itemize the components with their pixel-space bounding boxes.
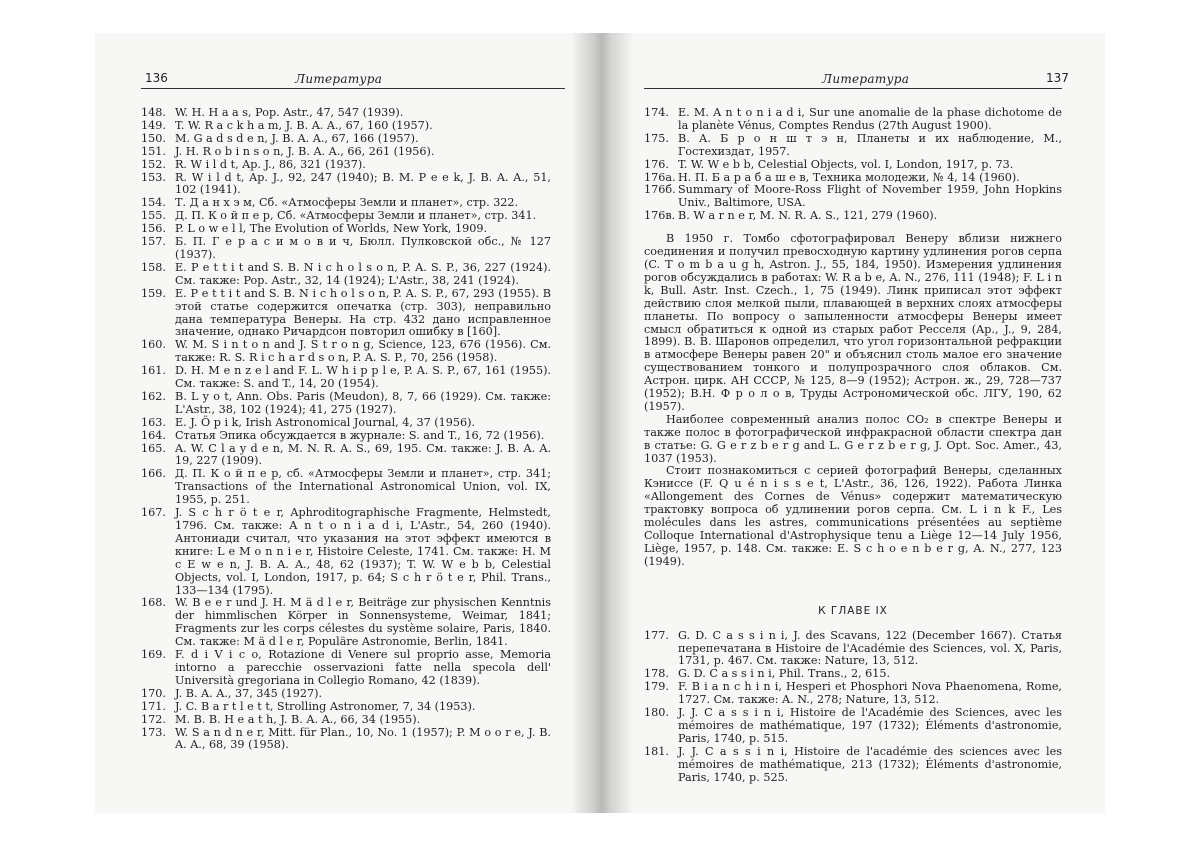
reference-number: 165. xyxy=(141,441,166,455)
reference-number: 170. xyxy=(141,686,166,700)
reference-text: J. J. C a s s i n i, Histoire de l'Académie des Sciences, avec les mémoires de mathématique, 197 (1732); Éléments d'astronomie, Paris, 1740, p. 515. xyxy=(678,706,1062,745)
reference-number: 149. xyxy=(141,118,166,132)
reference-text: M. G a d s d e n, J. B. A. A., 67, 166 (1957). xyxy=(175,131,419,145)
reference-entry xyxy=(644,133,1062,159)
reference-number: 177. xyxy=(644,628,669,642)
reference-number: 167. xyxy=(141,506,166,520)
reference-number: 175. xyxy=(644,131,669,145)
reference-entry xyxy=(644,681,1062,707)
reference-entry xyxy=(141,365,551,391)
reference-number: 171. xyxy=(141,699,166,713)
reference-text: E. P e t t i t and S. B. N i c h o l s o n, P. A. S. P., 67, 293 (1955). В этой статье содержится опечатка (стр. 303), неправильно дана температура Венеры. На стр. 432 дано исправленное значение, однако Ричардсон повторил ошибку в [160]. xyxy=(175,286,551,339)
reference-text: J. J. C a s s i n i, Histoire de l'académie des sciences avec les mémoires de mathématique, 213 (1732); Éléments d'astronomie, Paris, 1740, p. 525. xyxy=(678,744,1062,784)
right-page-content xyxy=(644,107,1062,785)
reference-number: 176в. xyxy=(644,209,676,223)
reference-number: 156. xyxy=(141,222,166,236)
reference-text: T. W. R a c k h a m, J. B. A. A., 67, 160 (1957). xyxy=(175,118,433,132)
reference-entry xyxy=(141,159,551,172)
reference-number: 179. xyxy=(644,680,669,694)
reference-text: D. H. M e n z e l and F. L. W h i p p l e, P. A. S. P., 67, 161 (1955). См. также: S. and T., 14, 20 (1954). xyxy=(175,364,551,391)
right-page-header xyxy=(632,71,1105,91)
reference-entry xyxy=(141,120,551,133)
reference-text: Summary of Moore-Ross Flight of November 1959, John Hopkins Univ., Baltimore, USA. xyxy=(678,183,1062,210)
reference-entry xyxy=(141,262,551,288)
book-gutter xyxy=(572,33,632,813)
reference-entry xyxy=(644,210,1062,223)
reference-text: R. W i l d t, Ap. J., 86, 321 (1937). xyxy=(175,157,366,171)
reference-entry xyxy=(141,688,551,701)
left-header-rule xyxy=(141,88,565,89)
right-page xyxy=(632,33,1105,813)
reference-text: J. B. A. A., 37, 345 (1927). xyxy=(175,686,323,700)
reference-text: W. S a n d n e r, Mitt. für Plan., 10, No. 1 (1957); P. M o o r e, J. B. A. A., 68, 39 (1958). xyxy=(175,725,551,752)
left-page-number: 136 xyxy=(145,71,168,85)
reference-entry xyxy=(141,339,551,365)
right-header-rule xyxy=(644,88,1062,89)
left-page xyxy=(95,33,572,813)
reference-entry xyxy=(141,714,551,727)
reference-number: 173. xyxy=(141,725,166,739)
reference-text: J. S c h r ö t e r, Aphroditographische Fragmente, Helmstedt, 1796. См. также: A n t o n i a d i, L'Astr., 54, 260 (1940). Антониади считал, что указания на этот эффект имеются в книге: L e M o n n i e r, Histoire Celeste, 1741. См. также: H. M c E w e n, J. B. A. A., 48, 62 (1937); T. W. W e b b, Celestial Objects, vol. I, London, 1917, p. 64; S c h r ö t e r, Phil. Trans., 133—134 (1795). xyxy=(175,506,551,597)
reference-text: M. B. B. H e a t h, J. B. A. A., 66, 34 (1955). xyxy=(175,712,421,726)
reference-text: J. H. R o b i n s o n, J. B. A. A., 66, 261 (1956). xyxy=(175,144,435,158)
reference-entry xyxy=(644,630,1062,669)
reference-text: G. D. C a s s i n i, J. des Scavans, 122 (December 1667). Статья перепечатана в Histoire de l'Académie des Sciences, vol. X, Paris, 1731, p. 467. См. также: Nature, 13, 512. xyxy=(678,628,1062,668)
reference-number: 158. xyxy=(141,260,166,274)
reference-text: B. L y o t, Ann. Obs. Paris (Meudon), 8, 7, 66 (1929). См. также: L'Astr., 38, 102 (1924); 41, 275 (1927). xyxy=(175,389,551,416)
reference-number: 176. xyxy=(644,157,669,171)
commentary-paragraph: Стоит познакомиться с серией фотографий Венеры, сделанных Кэниссе (F. Q u é n i s s e t, L'Astr., 36, 126, 1922). Работа Линка «Allongement des Cornes de Vénus» содержит математическую трактовку вопроса об удлинении рогов серпа. См. L i n k F., Les molécules dans les astres, communications présentées au septième Colloque International d'Astrophysique tenu a Liège 12—14 July 1956, Liège, 1957, p. 148. См. также: E. S c h o e n b e r g, A. N., 277, 123 (1949). xyxy=(644,464,1062,568)
reference-number: 176а. xyxy=(644,170,676,184)
reference-number: 153. xyxy=(141,170,166,184)
reference-text: В. А. Б р о н ш т э н, Планеты и их наблюдение, М., Гостехиздат, 1957. xyxy=(678,131,1062,158)
reference-entry xyxy=(141,391,551,417)
reference-number: 166. xyxy=(141,467,166,481)
reference-text: Б. П. Г е р а с и м о в и ч, Бюлл. Пулковской обс., № 127 (1937). xyxy=(175,235,551,261)
commentary-paragraph: Наиболее современный анализ полос CO₂ в спектре Венеры и также полос в фотографической инфракрасной области спектра дан в статье: G. G e r z b e r g and L. G e r z b e r g, J. Opt. Soc. Amer., 43, 1037 (1953). xyxy=(644,412,1062,465)
reference-number: 152. xyxy=(141,157,166,171)
reference-entry xyxy=(644,184,1062,210)
reference-entry xyxy=(644,707,1062,746)
reference-text: J. C. B a r t l e t t, Strolling Astronomer, 7, 34 (1953). xyxy=(175,699,476,713)
left-page-header xyxy=(95,71,572,91)
reference-entry xyxy=(141,417,551,430)
reference-number: 169. xyxy=(141,648,166,662)
left-reference-list xyxy=(141,107,551,752)
reference-number: 161. xyxy=(141,364,166,378)
reference-entry xyxy=(141,133,551,146)
reference-entry xyxy=(141,236,551,262)
reference-number: 162. xyxy=(141,389,166,403)
reference-entry xyxy=(141,172,551,198)
reference-text: W. M. S i n t o n and J. S t r o n g, Science, 123, 676 (1956). См. также: R. S. R i c h a r d s o n, P. A. S. P., 70, 256 (1958). xyxy=(175,338,551,365)
reference-text: A. W. C l a y d e n, M. N. R. A. S., 69, 195. См. также: J. B. A. A. 19, 227 (1909). xyxy=(175,441,551,468)
reference-text: F. B i a n c h i n i, Hesperi et Phosphori Nova Phaenomena, Rome, 1727. См. также: A. N., 278; Nature, 13, 512. xyxy=(678,680,1062,707)
reference-number: 181. xyxy=(644,744,669,758)
reference-entry xyxy=(141,288,551,340)
commentary-paragraph: В 1950 г. Томбо сфотографировал Венеру вблизи нижнего соединения и получил превосходную картину удлинения рогов серпа (C. T o m b a u g h, Astron. J., 55, 184, 1950). Измерения удлинения рогов обсуждались в работах: W. R a b e, A. N., 276, 111 (1948); F. L i n k, Bull. Astr. Inst. Czech., 1, 75 (1949). Линк приписал этот эффект действию слоя мелкой пыли, плавающей в верхних слоях атмосферы планеты. По вопросу о запыленности атмосферы Венеры имеет смысл обратиться к одной из старых работ Ресселя (Ap., J., 9, 284, 1899). В. В. Шаронов определил, что угол горизонтальной рефракции в атмосфере Венеры равен 20" и объяснил столь малое его значение существованием тонкого и полупрозрачного слоя облаков. См. Астрон. цирк. АН СССР, № 125, 8—9 (1952); Астрон. ж., 29, 728—737 (1952); В.Н. Ф р о л о в, Труды Астрономической обс. ЛГУ, 190, 62 (1957). xyxy=(644,232,1062,413)
reference-number: 151. xyxy=(141,144,166,158)
reference-text: T. W. W e b b, Celestial Objects, vol. I, London, 1917, p. 73. xyxy=(678,157,1014,171)
reference-number: 168. xyxy=(141,596,166,610)
right-running-title: Литература xyxy=(822,72,910,86)
reference-number: 154. xyxy=(141,196,166,210)
reference-entry xyxy=(141,649,551,688)
reference-number: 172. xyxy=(141,712,166,726)
reference-text: Т. Д а н х э м, Сб. «Атмосферы Земли и планет», стр. 322. xyxy=(175,196,519,210)
reference-entry xyxy=(644,746,1062,785)
reference-entry xyxy=(141,146,551,159)
reference-entry xyxy=(141,468,551,507)
reference-text: R. W i l d t, Ap. J., 92, 247 (1940); B. M. P e e k, J. B. A. A., 51, 102 (1941). xyxy=(175,170,551,197)
reference-text: W. H. H a a s, Pop. Astr., 47, 547 (1939). xyxy=(175,106,404,119)
reference-entry xyxy=(141,597,551,649)
left-running-title: Литература xyxy=(295,72,383,86)
reference-number: 178. xyxy=(644,667,669,681)
reference-entry xyxy=(141,701,551,714)
reference-number: 150. xyxy=(141,131,166,145)
reference-entry xyxy=(141,507,551,597)
reference-number: 164. xyxy=(141,428,166,442)
right-page-number: 137 xyxy=(1046,71,1069,85)
reference-number: 174. xyxy=(644,106,669,119)
reference-text: P. L o w e l l, The Evolution of Worlds, New York, 1909. xyxy=(175,222,488,236)
reference-number: 180. xyxy=(644,706,669,720)
reference-number: 157. xyxy=(141,235,166,249)
reference-number: 148. xyxy=(141,106,166,119)
reference-entry xyxy=(141,443,551,469)
reference-number: 163. xyxy=(141,415,166,429)
reference-text: Статья Эпика обсуждается в журнале: S. and T., 16, 72 (1956). xyxy=(175,428,545,442)
reference-text: E. J. Ö p i k, Irish Astronomical Journal, 4, 37 (1956). xyxy=(175,415,476,429)
reference-text: E. P e t t i t and S. B. N i c h o l s o n, P. A. S. P., 36, 227 (1924). См. также: Pop. Astr., 32, 14 (1924); L'Astr., 38, 241 (1924). xyxy=(175,260,551,287)
section-heading: К ГЛАВЕ IX xyxy=(818,604,888,617)
reference-text: E. M. A n t o n i a d i, Sur une anomalie de la phase dichotome de la planète Vénus, Comptes Rendus (27th August 1900). xyxy=(678,106,1062,132)
reference-text: G. D. C a s s i n i, Phil. Trans., 2, 615. xyxy=(678,667,891,681)
reference-number: 159. xyxy=(141,286,166,300)
reference-number: 176б. xyxy=(644,183,676,197)
reference-number: 160. xyxy=(141,338,166,352)
reference-entry xyxy=(141,430,551,443)
reference-text: F. d i V i c o, Rotazione di Venere sul proprio asse, Memoria intorno a parecchie osservazioni fatte nella specola dell' Università gregoriana in Collegio Romano, 42 (1839). xyxy=(175,648,551,687)
reference-text: Д. П. К о й п е р, Сб. «Атмосферы Земли и планет», стр. 341. xyxy=(175,209,537,223)
reference-entry xyxy=(644,107,1062,133)
reference-text: W. B e e r und J. H. M ä d l e r, Beiträge zur physischen Kenntnis der himmlischen Körper in Sonnensysteme, Weimar, 1841; Fragments zur les corps célestes du système solaire, Paris, 1840. См. также: M ä d l e r, Populäre Astronomie, Berlin, 1841. xyxy=(175,596,551,649)
reference-text: Д. П. К о й п е р, сб. «Атмосферы Земли и планет», стр. 341; Transactions of the International Astronomical Union, vol. IX, 1955, p. 251. xyxy=(175,467,551,507)
reference-entry xyxy=(141,727,551,753)
reference-text: Н. П. Б а р а б а ш е в, Техника молодежи, № 4, 14 (1960). xyxy=(678,170,1020,184)
reference-entry xyxy=(644,159,1062,172)
reference-entry xyxy=(141,107,551,120)
reference-number: 155. xyxy=(141,209,166,223)
reference-text: B. W a r n e r, M. N. R. A. S., 121, 279 (1960). xyxy=(678,209,938,223)
